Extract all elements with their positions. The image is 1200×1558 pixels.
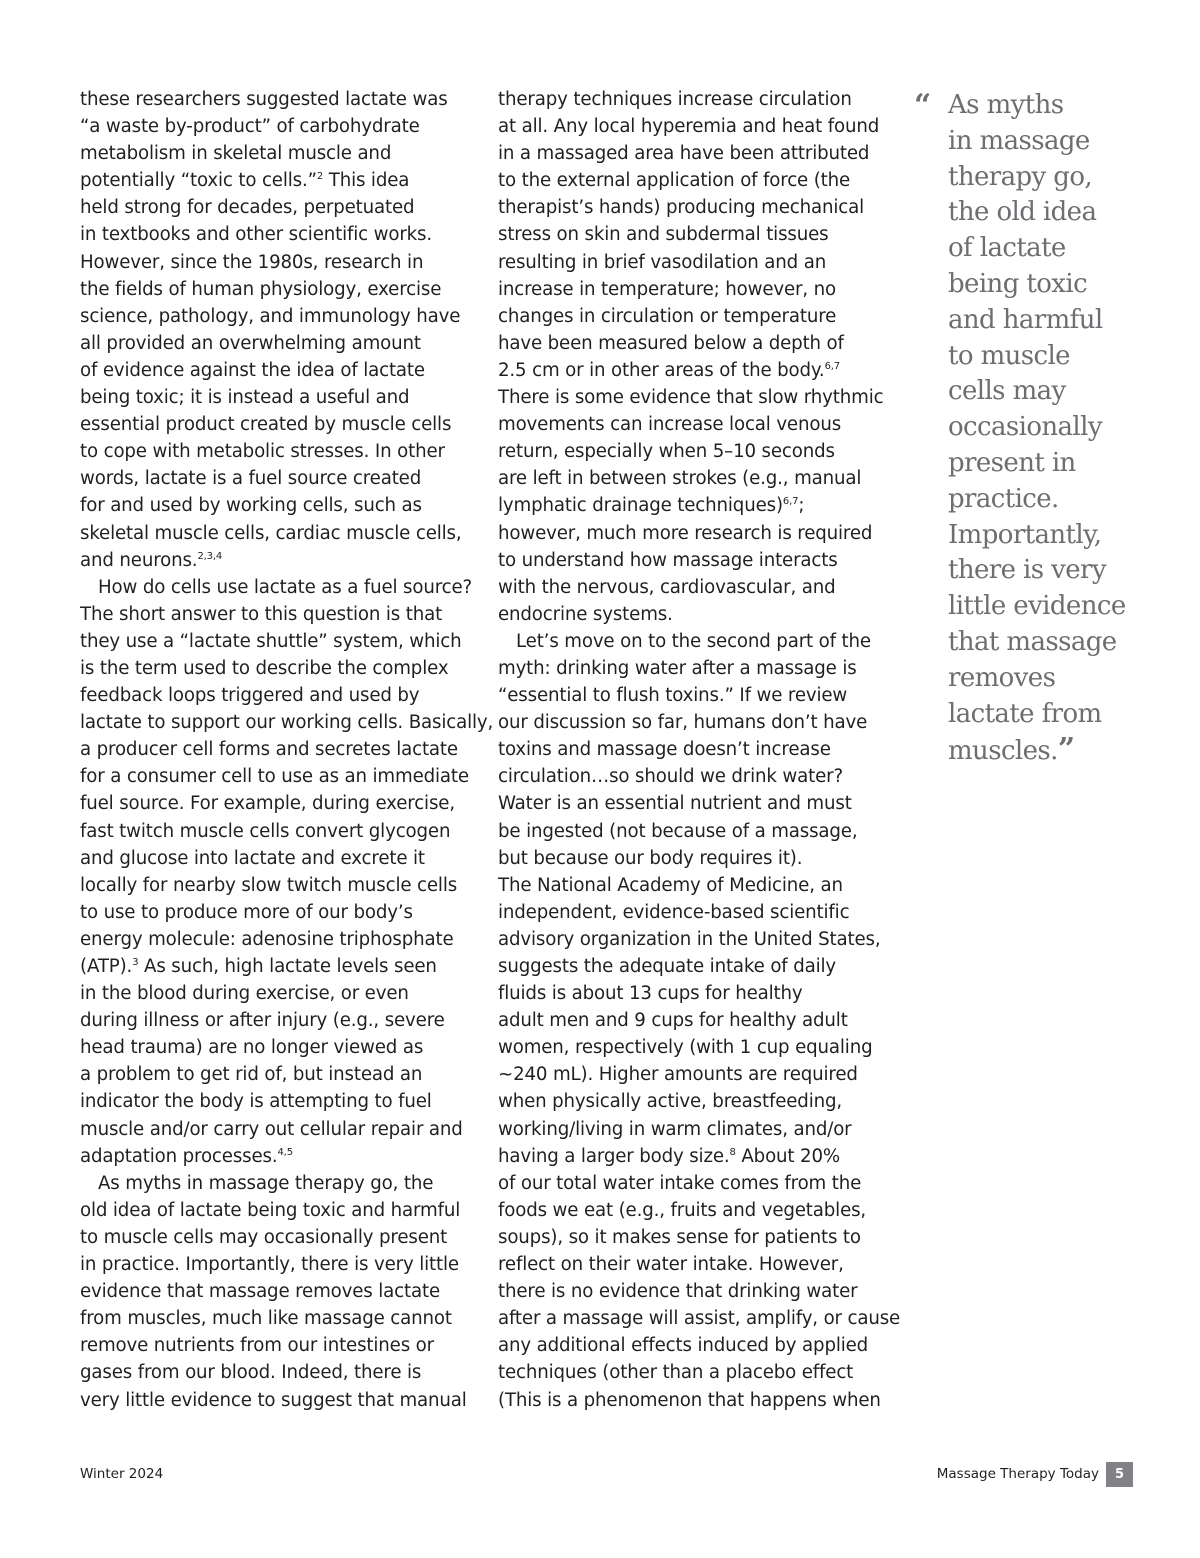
text-line: our discussion so far, humans don’t have xyxy=(498,712,868,734)
text-line: The National Academy of Medicine, an xyxy=(498,874,843,896)
text-line: techniques (other than a placebo effect xyxy=(498,1362,854,1384)
text-line: but because our body requires it). xyxy=(498,847,803,869)
text-line: held strong for decades, perpetuated xyxy=(80,197,415,219)
text-line: and glucose into lactate and excrete it xyxy=(80,847,425,869)
text-line: movements can increase local venous xyxy=(498,414,842,436)
page-number: 5 xyxy=(1106,1462,1133,1487)
text-line: to muscle cells may occasionally present xyxy=(80,1226,448,1248)
text-line: There is some evidence that slow rhythmic xyxy=(498,387,884,409)
text-line: to use to produce more of our body’s xyxy=(80,901,413,923)
text-line: independent, evidence-based scientific xyxy=(498,901,850,923)
text-line: a producer cell forms and secretes lactate xyxy=(80,739,458,761)
text-line: after a massage will assist, amplify, or cause xyxy=(498,1308,901,1330)
text-line: a problem to get rid of, but instead an xyxy=(80,1064,423,1086)
pull-quote-line: Importantly, xyxy=(948,519,1102,550)
text-line: metabolism in skeletal muscle and xyxy=(80,143,392,165)
text-line: in the blood during exercise, or even xyxy=(80,983,409,1005)
text-line: However, since the 1980s, research in xyxy=(80,251,424,273)
pull-quote-line: that massage xyxy=(948,626,1117,657)
text-line: energy molecule: adenosine triphosphate xyxy=(80,928,454,950)
pull-quote-line: occasionally xyxy=(948,412,1102,443)
text-line: (ATP).$^3$ As such, high lactate levels seen xyxy=(80,956,437,977)
text-line: fast twitch muscle cells convert glycogen xyxy=(80,820,451,842)
pull-quote-line: muscles.” xyxy=(948,732,1074,768)
text-line: however, much more research is required xyxy=(498,522,873,544)
text-line: and neurons.$^{2,3,4}$ xyxy=(80,549,223,571)
text-line: in practice. Importantly, there is very little xyxy=(80,1254,459,1276)
pull-quote-line: in massage xyxy=(948,125,1090,156)
article-column-1 xyxy=(80,86,494,1414)
text-line: remove nutrients from our intestines or xyxy=(80,1335,434,1357)
text-line: suggests the adequate intake of daily xyxy=(498,956,837,977)
text-line: gases from our blood. Indeed, there is xyxy=(80,1362,422,1384)
text-line: they use a “lactate shuttle” system, which xyxy=(80,630,462,652)
text-line: muscle and/or carry out cellular repair and xyxy=(80,1118,463,1140)
text-line: are left in between strokes (e.g., manual xyxy=(498,468,862,490)
footer-publication: Massage Therapy Today xyxy=(936,1466,1099,1482)
text-line: feedback loops triggered and used by xyxy=(80,685,420,707)
text-line: essential product created by muscle cells xyxy=(80,414,452,436)
text-line: skeletal muscle cells, cardiac muscle cells, xyxy=(80,522,462,544)
text-line: adaptation processes.$^{4,5}$ xyxy=(80,1145,293,1167)
footer-issue: Winter 2024 xyxy=(80,1466,164,1482)
text-line: very little evidence to suggest that manual xyxy=(80,1389,467,1411)
text-line: (This is a phenomenon that happens when xyxy=(498,1389,881,1411)
text-line: return, especially when 5–10 seconds xyxy=(498,441,835,463)
text-line: from muscles, much like massage cannot xyxy=(80,1308,452,1330)
text-line: have been measured below a depth of xyxy=(498,332,844,354)
text-line: potentially “toxic to cells.”$^2$ This idea xyxy=(80,170,410,192)
text-line: myth: drinking water after a massage is xyxy=(498,657,857,679)
pull-quote-line: practice. xyxy=(948,483,1059,514)
text-line: fuel source. For example, during exercise, xyxy=(80,793,455,815)
text-line: words, lactate is a fuel source created xyxy=(80,468,422,490)
text-line: changes in circulation or temperature xyxy=(498,305,837,327)
pull-quote-line: little evidence xyxy=(948,591,1126,622)
pull-quote-line: and harmful xyxy=(948,304,1103,335)
text-line: locally for nearby slow twitch muscle cells xyxy=(80,874,458,896)
text-line: Water is an essential nutrient and must xyxy=(498,793,852,815)
pull-quote-line: therapy go, xyxy=(948,161,1093,192)
text-line: science, pathology, and immunology have xyxy=(80,305,461,327)
text-line: having a larger body size.$^8$ About 20% xyxy=(498,1145,841,1167)
text-line: As myths in massage therapy go, the xyxy=(98,1172,434,1194)
footnote-ref: 6,7 xyxy=(782,496,799,508)
text-line: women, respectively (with 1 cup equaling xyxy=(498,1037,873,1059)
text-line: endocrine systems. xyxy=(498,603,673,625)
text-line: with the nervous, cardiovascular, and xyxy=(498,576,836,598)
pull-quote-line: cells may xyxy=(948,376,1066,407)
footnote-ref: 3 xyxy=(132,957,139,968)
text-line: indicator the body is attempting to fuel xyxy=(80,1091,432,1113)
text-line: there is no evidence that drinking water xyxy=(498,1281,858,1303)
text-line: foods we eat (e.g., fruits and vegetables, xyxy=(498,1199,867,1221)
text-line: therapist’s hands) producing mechanical xyxy=(498,197,865,219)
pull-quote-line: As myths xyxy=(948,90,1064,120)
text-line: of our total water intake comes from the xyxy=(498,1172,862,1194)
text-line: all provided an overwhelming amount xyxy=(80,332,421,354)
footnote-ref: 2 xyxy=(316,171,324,183)
pull-quote-line: to muscle xyxy=(948,340,1070,371)
pull-quote-line: of lactate xyxy=(948,233,1066,264)
open-quote-mark: “ xyxy=(914,88,930,123)
text-line: stress on skin and subdermal tissues xyxy=(498,224,829,246)
text-line: to the external application of force (the xyxy=(498,170,851,192)
text-line: to understand how massage interacts xyxy=(498,549,838,571)
text-line: reflect on their water intake. However, xyxy=(498,1254,844,1276)
text-line: lymphatic drainage techniques)$^{6,7}$; xyxy=(498,495,805,517)
text-line: resulting in brief vasodilation and an xyxy=(498,251,827,273)
text-line: at all. Any local hyperemia and heat found xyxy=(498,116,880,138)
pull-quote-line: present in xyxy=(948,447,1076,478)
pull-quote-line: the old idea xyxy=(948,197,1097,228)
text-line: therapy techniques increase circulation xyxy=(498,89,852,110)
close-quote-mark: ” xyxy=(1057,732,1074,768)
text-line: How do cells use lactate as a fuel source? xyxy=(98,576,473,598)
text-line: these researchers suggested lactate was xyxy=(80,89,448,110)
text-line: 2.5 cm or in other areas of the body.$^{6,7}$ xyxy=(498,359,841,381)
text-line: circulation…so should we drink water? xyxy=(498,766,843,788)
article-column-2 xyxy=(498,86,901,1414)
text-line: head trauma) are no longer viewed as xyxy=(80,1037,424,1059)
text-line: in a massaged area have been attributed xyxy=(498,143,870,165)
text-line: for a consumer cell to use as an immediate xyxy=(80,766,469,788)
text-line: lactate to support our working cells. Basically, xyxy=(80,712,494,734)
text-line: is the term used to describe the complex xyxy=(80,657,449,679)
footnote-ref: 4,5 xyxy=(277,1146,293,1158)
text-line: The short answer to this question is that xyxy=(80,603,443,625)
text-line: be ingested (not because of a massage, xyxy=(498,820,858,842)
text-line: Let’s move on to the second part of the xyxy=(516,630,871,652)
text-line: being toxic; it is instead a useful and xyxy=(80,387,410,409)
text-line: soups), so it makes sense for patients to xyxy=(498,1226,861,1248)
pull-quote-line: removes xyxy=(948,662,1056,693)
text-line: advisory organization in the United States, xyxy=(498,928,881,950)
pull-quote-line: lactate from xyxy=(948,698,1102,729)
text-line: the fields of human physiology, exercise xyxy=(80,278,442,300)
text-line: working/living in warm climates, and/or xyxy=(498,1118,852,1140)
text-line: fluids is about 13 cups for healthy xyxy=(498,983,803,1005)
text-line: any additional effects induced by applied xyxy=(498,1335,869,1357)
text-line: old idea of lactate being toxic and harmful xyxy=(80,1199,461,1221)
text-line: “a waste by-product” of carbohydrate xyxy=(80,116,420,138)
text-line: evidence that massage removes lactate xyxy=(80,1281,440,1303)
text-line: during illness or after injury (e.g., severe xyxy=(80,1010,445,1032)
text-line: when physically active, breastfeeding, xyxy=(498,1091,843,1113)
text-line: in textbooks and other scientific works. xyxy=(80,224,433,246)
footnote-ref: 6,7 xyxy=(824,360,841,372)
pull-quote xyxy=(914,88,1174,770)
text-line: of evidence against the idea of lactate xyxy=(80,359,425,381)
text-line: ~240 mL). Higher amounts are required xyxy=(498,1064,858,1086)
text-line: for and used by working cells, such as xyxy=(80,495,422,517)
text-line: toxins and massage doesn’t increase xyxy=(498,739,831,761)
pull-quote-text xyxy=(914,88,1174,770)
text-line: to cope with metabolic stresses. In other xyxy=(80,441,445,463)
text-line: “essential to flush toxins.” If we review xyxy=(498,685,848,707)
footnote-ref: 8 xyxy=(729,1146,736,1158)
footnote-ref: 2,3,4 xyxy=(197,550,223,562)
text-line: increase in temperature; however, no xyxy=(498,278,836,300)
pull-quote-line: there is very xyxy=(948,555,1106,586)
text-line: adult men and 9 cups for healthy adult xyxy=(498,1010,848,1032)
pull-quote-line: being toxic xyxy=(948,268,1088,299)
